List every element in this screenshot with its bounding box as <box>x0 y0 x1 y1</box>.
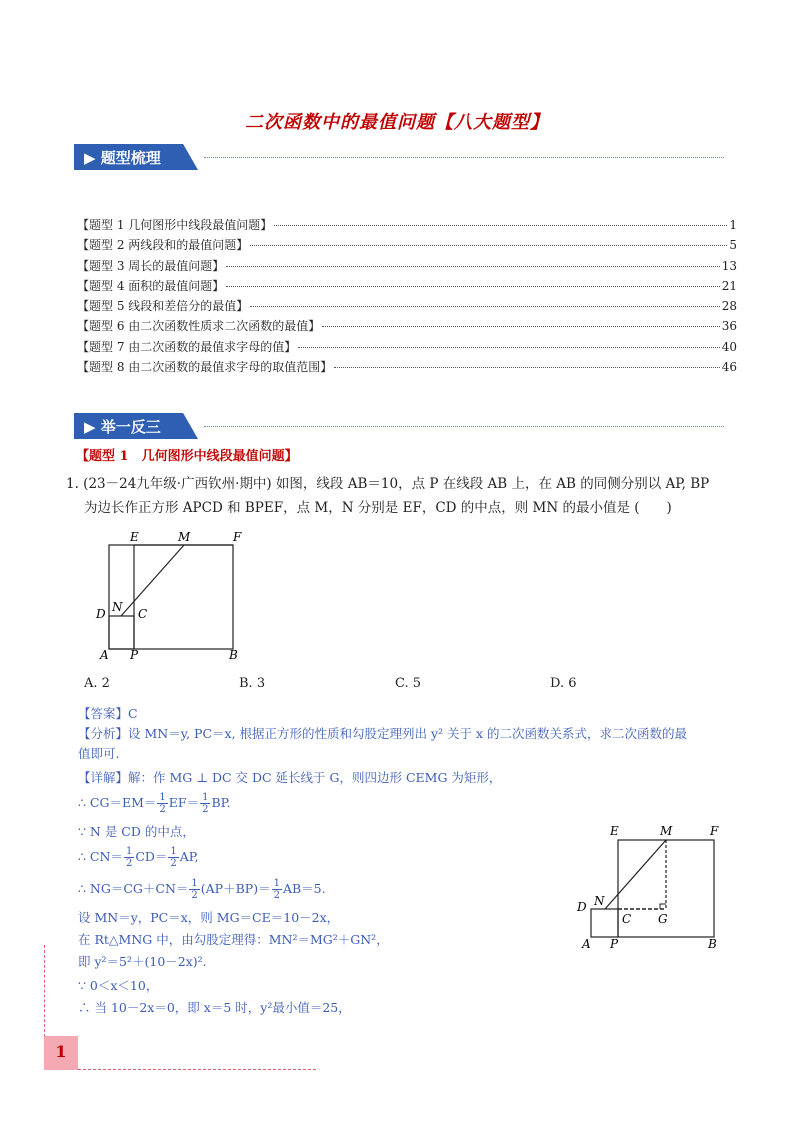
toc-item[interactable]: 【题型 5 线段和差倍分的最值】 28 <box>77 299 737 314</box>
question-line: 为边长作正方形 APCD 和 BPEF，点 M，N 分别是 EF，CD 的中点，则 MN 的最小值是 ( ) <box>84 500 672 516</box>
solution-figure <box>572 820 732 955</box>
question-text <box>66 472 738 520</box>
practice-banner-label: ▶ 举一反三 <box>84 418 161 436</box>
figure-label: C <box>622 912 632 926</box>
figure-label: D <box>577 900 587 914</box>
detail-line: ∴ CG＝EM＝ $\frac{1}{2}$ EF＝ $\frac{1}{2}$ BP. <box>78 792 231 815</box>
figure-label: F <box>233 530 242 544</box>
detail-line: 即 y²＝5²＋(10－2x)². <box>78 954 207 969</box>
figure-label: B <box>229 648 238 660</box>
detail-line: ∵ N 是 CD 的中点， <box>78 824 195 839</box>
page-number-badge <box>44 1036 78 1070</box>
practice-banner <box>74 413 204 439</box>
figure-label: A <box>582 937 591 951</box>
figure-label: P <box>130 648 139 660</box>
question-line: 1. (23－24九年级·广西钦州·期中) 如图，线段 AB＝10，点 P 在线段 AB 上，在 AB 的同侧分别以 AP, BP <box>66 476 710 492</box>
toc-item[interactable]: 【题型 4 面积的最值问题】 21 <box>77 278 737 293</box>
choice-b[interactable]: B. 3 <box>239 676 266 691</box>
detail-line: ∴ CN＝ $\frac{1}{2}$ CD＝ $\frac{1}{2}$ AP, <box>78 846 199 869</box>
choice-d[interactable]: D. 6 <box>550 676 577 691</box>
detail-line: 设 MN＝y，PC＝x，则 MG＝CE＝10－2x， <box>78 910 340 925</box>
outline-banner-label: ▶ 题型梳理 <box>84 149 161 167</box>
toc-item[interactable]: 【题型 7 由二次函数的最值求字母的值】 40 <box>77 339 737 354</box>
figure-label: F <box>710 824 719 838</box>
toc-item[interactable]: 【题型 2 两线段和的最值问题】 5 <box>77 238 737 253</box>
toc-item[interactable]: 【题型 3 周长的最值问题】 13 <box>77 258 737 273</box>
figure-label: B <box>708 937 717 951</box>
figure-label: M <box>178 530 191 544</box>
outline-banner <box>74 144 204 170</box>
figure-label: G <box>658 912 668 926</box>
figure-label: D <box>96 607 106 621</box>
page-number: 1 <box>55 1042 67 1061</box>
toc-item[interactable]: 【题型 1 几何图形中线段最值问题】 1 <box>77 218 737 232</box>
figure-label: A <box>100 648 109 660</box>
figure-label: N <box>112 600 123 614</box>
analysis-line: 值即可. <box>78 746 120 761</box>
detail-line: ∴ 当 10－2x＝0，即 x＝5 时，y²最小值＝25， <box>78 1000 351 1015</box>
toc-item[interactable]: 【题型 6 由二次函数性质求二次函数的最值】 36 <box>77 319 737 334</box>
figure-label: P <box>610 937 619 951</box>
detail-line: 【详解】解：作 MG ⊥ DC 交 DC 延长线于 G，则四边形 CEMG 为矩形， <box>78 770 502 785</box>
table-of-contents <box>77 216 737 378</box>
figure-label: C <box>138 607 148 621</box>
figure-label: E <box>610 824 619 838</box>
answer-line: 【答案】C <box>78 706 138 721</box>
detail-line: ∵ 0＜x＜10， <box>78 978 159 993</box>
figure-label: E <box>130 530 139 544</box>
detail-line: 在 Rt△MNG 中，由勾股定理得：MN²＝MG²＋GN²， <box>78 932 389 947</box>
analysis-line: 【分析】设 MN＝y, PC＝x, 根据正方形的性质和勾股定理列出 y² 关于 x 的二次函数关系式，求二次函数的最 <box>78 726 688 741</box>
toc-item[interactable]: 【题型 8 由二次函数的最值求字母的取值范围】 46 <box>77 360 737 375</box>
page-title: 二次函数中的最值问题【八大题型】 <box>245 112 549 133</box>
section-heading: 【题型 1 几何图形中线段最值问题】 <box>76 449 298 464</box>
detail-line: ∴ NG＝CG＋CN＝ $\frac{1}{2}$ (AP＋BP)＝ $\frac{1}{2}$ AB＝5. <box>78 878 326 901</box>
figure-label: N <box>594 894 605 908</box>
footer-divider <box>44 945 45 1037</box>
choice-a[interactable]: A. 2 <box>84 676 110 691</box>
choice-c[interactable]: C. 5 <box>395 676 422 691</box>
figure-label: M <box>660 824 673 838</box>
footer-divider <box>78 1069 316 1070</box>
question-figure <box>88 525 258 660</box>
